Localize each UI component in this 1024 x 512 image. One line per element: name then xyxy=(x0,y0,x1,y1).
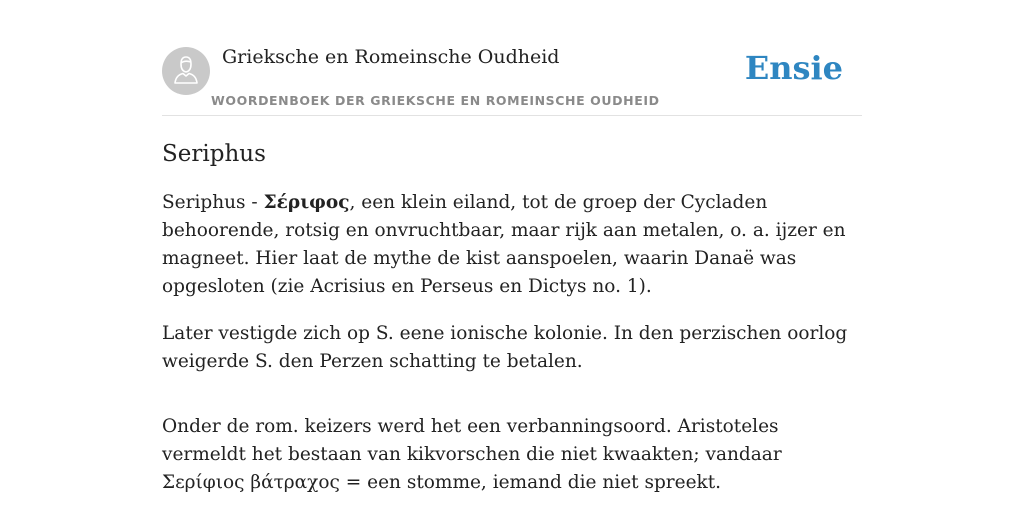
avatar[interactable] xyxy=(162,47,210,95)
entry-paragraph-1 xyxy=(162,189,862,301)
header xyxy=(162,47,862,116)
entry-greek-term: Σέριφος xyxy=(263,192,350,213)
source-subtitle: WOORDENBOEK DER GRIEKSCHE EN ROMEINSCHE OUDHEID xyxy=(211,93,660,108)
entry-paragraph-1-text: , een klein eiland, tot de groep der Cycladen behoorende, rotsig en onvruchtbaar, maar rijk aan metalen, o. a. ijzer en magneet. Hier laat de mythe de kist aanspoelen, waarin Danaë was opgesloten (zie Acrisius en Perseus en Dictys no. 1). xyxy=(162,192,846,297)
entry-paragraph-3: Onder de rom. keizers werd het een verbanningsoord. Aristoteles vermeldt het bestaan van kikvorschen die niet kwaakten; vandaar Σερίφιος βάτραχος = een stomme, iemand die niet spreekt. xyxy=(162,416,782,493)
user-icon xyxy=(162,47,210,95)
entry-content xyxy=(162,138,862,512)
entry-title: Seriphus xyxy=(162,141,266,167)
entry-paragraph-2: Later vestigde zich op S. eene ionische kolonie. In den perzischen oorlog weigerde S. den Perzen schatting te betalen. xyxy=(162,323,848,372)
entry-lead: Seriphus - xyxy=(162,192,264,213)
brand-logo-link[interactable]: Ensie xyxy=(744,49,843,87)
source-title-link[interactable]: Grieksche en Romeinsche Oudheid xyxy=(222,46,560,68)
